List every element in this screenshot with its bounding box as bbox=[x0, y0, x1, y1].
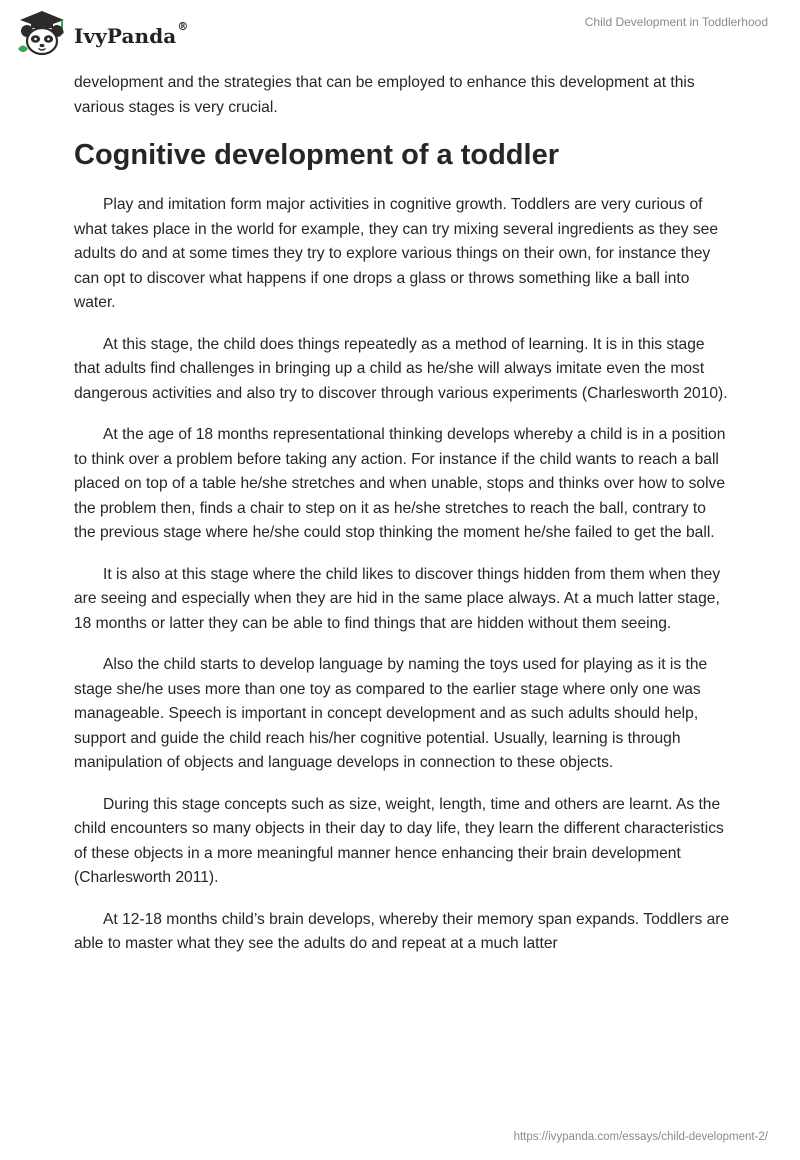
paragraph: Play and imitation form major activities in cognitive growth. Toddlers are very curious of what takes place in the world for example, they can try mixing several ingredients as they see adults do and at some times they try to explore various things on their own, for instance they can opt to discover what happens if one drops a glass or throws something like a ball into water. bbox=[74, 196, 718, 311]
page-header bbox=[0, 0, 800, 70]
paragraph: Also the child starts to develop language by naming the toys used for playing as it is the stage she/he uses more than one toy as compared to the earlier stage where only one was manageable. Speech is important in concept development and as such adults should help, support and guide the child reach his/her cognitive potential. Usually, learning is through manipulation of objects and language develops in connection to these objects. bbox=[74, 656, 708, 771]
brand-logo[interactable] bbox=[14, 9, 188, 59]
essay-content bbox=[74, 71, 730, 974]
paragraph: At the age of 18 months representational thinking develops whereby a child is in a position to think over a problem before taking any action. For instance if the child wants to reach a ball placed on top of a table he/she stretches and when unable, stops and thinks over how to solve the problem then, finds a chair to step on it as he/she stretches to reach the ball, contrary to the previous stage where he/she could stop thinking the moment he/she failed to get the ball. bbox=[74, 426, 726, 541]
paragraph: It is also at this stage where the child likes to discover things hidden from them when they are seeing and especially when they are hid in the same place always. At a much latter stage, 18 months or latter they can be able to find things that are hidden without them seeing. bbox=[74, 565, 721, 632]
paragraph: At this stage, the child does things repeatedly as a method of learning. It is in this stage that adults find challenges in bringing up a child as he/she will always imitate even the most dangerous activities and also try to discover through various experiments (Charlesworth 2010). bbox=[74, 335, 728, 402]
source-url[interactable]: https://ivypanda.com/essays/child-development-2/ bbox=[513, 1131, 768, 1143]
section-heading: Cognitive development of a toddler bbox=[74, 139, 559, 171]
paragraph: During this stage concepts such as size, weight, length, time and others are learnt. As the child encounters so many objects in their day to day life, they learn the different characteristics of these objects in a more meaningful manner hence enhancing their brain development (Charlesworth 2011). bbox=[74, 795, 724, 886]
intro-continuation: development and the strategies that can be employed to enhance this development at this various stages is very crucial. bbox=[74, 74, 695, 116]
running-title: Child Development in Toddlerhood bbox=[584, 15, 768, 29]
panda-graduate-icon bbox=[14, 9, 70, 59]
paragraph: At 12-18 months child’s brain develops, whereby their memory span expands. Toddlers are able to master what they see the adults do and repeat at a much latter bbox=[74, 910, 730, 952]
brand-wordmark: IvyPanda® bbox=[74, 20, 189, 48]
